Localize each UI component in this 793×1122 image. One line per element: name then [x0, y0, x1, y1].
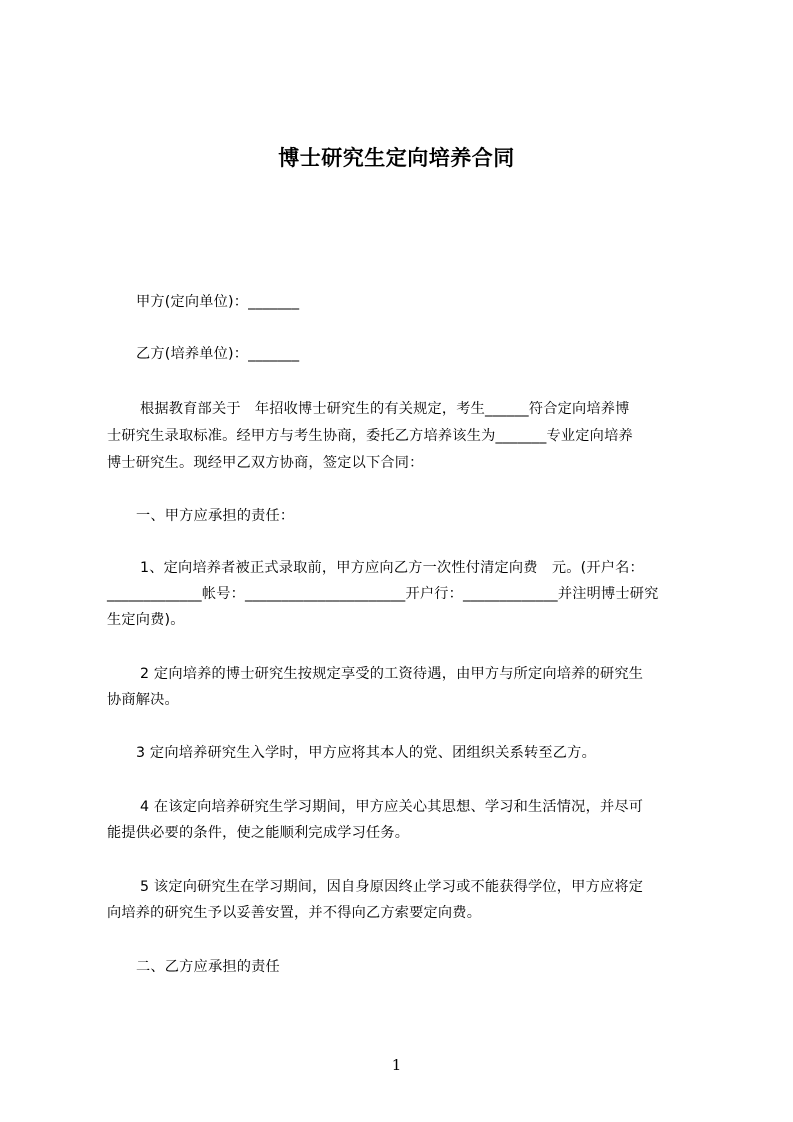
- clause-4-line-1: 4 在该定向培养研究生学习期间，甲方应关心其思想、学习和生活情况，并尽可: [140, 799, 644, 815]
- section-two-heading: 二、乙方应承担的责任: [136, 959, 280, 975]
- clause-4-line-2: 能提供必要的条件，使之能顺利完成学习任务。: [107, 825, 410, 841]
- clause-2-line-1: 2 定向培养的博士研究生按规定享受的工资待遇，由甲方与所定向培养的研究生: [140, 666, 644, 682]
- clause-5-line-2: 向培养的研究生予以妥善安置，并不得向乙方索要定向费。: [107, 905, 482, 921]
- page-number: 1: [391, 1056, 402, 1074]
- intro-line-1: 根据教育部关于 年招收博士研究生的有关规定，考生______符合定向培养博: [140, 401, 630, 417]
- party-b-line: 乙方(培养单位)：_______: [136, 346, 300, 362]
- clause-3-line-1: 3 定向培养研究生入学时，甲方应将其本人的党、团组织关系转至乙方。: [136, 745, 596, 761]
- intro-line-3: 博士研究生。现经甲乙双方协商，签定以下合同：: [107, 455, 424, 471]
- party-a-line: 甲方(定向单位)：_______: [136, 294, 300, 310]
- clause-1-line-3: 生定向费)。: [107, 612, 185, 628]
- clause-2-line-2: 协商解决。: [107, 692, 179, 708]
- document-title: 博士研究生定向培养合同: [278, 146, 515, 170]
- intro-line-2: 士研究生录取标准。经甲方与考生协商，委托乙方培养该生为_______专业定向培养: [107, 428, 633, 444]
- clause-5-line-1: 5 该定向研究生在学习期间，因自身原因终止学习或不能获得学位，甲方应将定: [140, 879, 644, 895]
- section-one-heading: 一、甲方应承担的责任：: [136, 508, 295, 524]
- clause-1-line-2: _____________帐号：______________________开户行：_____________并注明博士研究: [107, 586, 659, 602]
- clause-1-line-1: 1、定向培养者被正式录取前，甲方应向乙方一次性付清定向费 元。(开户名：: [140, 560, 644, 576]
